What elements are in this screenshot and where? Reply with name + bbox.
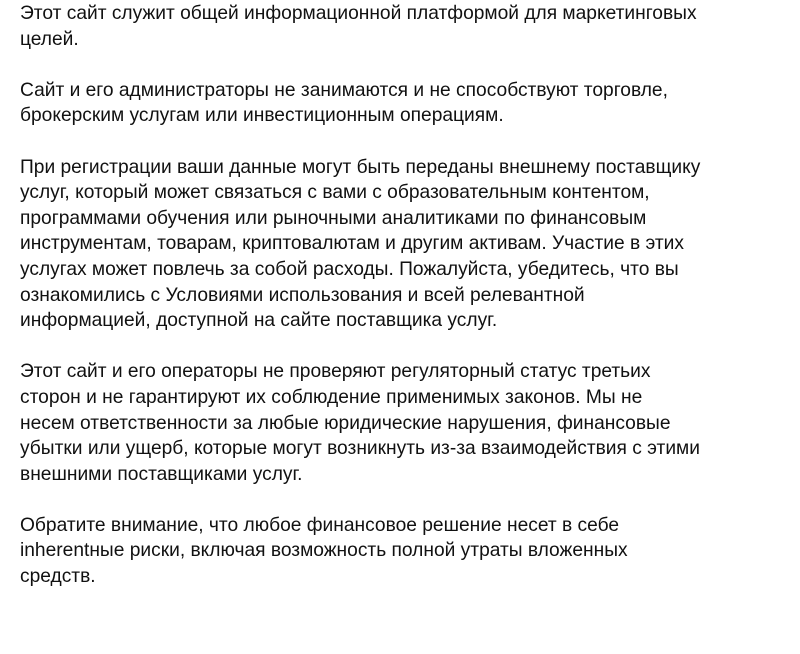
text-line: inherentные риски, включая возможность полной утраты вложенных <box>20 540 628 562</box>
paragraph-no-trading <box>20 78 790 129</box>
paragraph-data-sharing <box>20 155 790 334</box>
text-line: ознакомились с Условиями использования и всей релевантной <box>20 284 585 306</box>
text-line: убытки или ущерб, которые могут возникнуть из-за взаимодействия с этими <box>20 438 700 460</box>
paragraph-risk-warning <box>20 513 790 590</box>
paragraph-marketing-purpose <box>20 1 790 52</box>
text-line: Этот сайт и его операторы не проверяют регуляторный статус третьих <box>20 361 651 383</box>
text-line: Сайт и его администраторы не занимаются и не способствуют торговле, <box>20 79 668 101</box>
text-line: несем ответственности за любые юридические нарушения, финансовые <box>20 412 671 434</box>
text-line: Обратите внимание, что любое финансовое решение несет в себе <box>20 514 620 536</box>
disclaimer-document <box>20 1 790 615</box>
text-line: услугах может повлечь за собой расходы. Пожалуйста, убедитесь, что вы <box>20 258 679 280</box>
paragraph-no-liability <box>20 359 790 487</box>
text-line: средств. <box>20 566 96 588</box>
text-line: сторон и не гарантируют их соблюдение применимых законов. Мы не <box>20 386 643 408</box>
text-line: Этот сайт служит общей информационной платформой для маркетинговых <box>20 3 697 24</box>
text-line: услуг, который может связаться с вами с образовательным контентом, <box>20 182 650 204</box>
text-line: целей. <box>20 28 79 50</box>
text-line: программами обучения или рыночными аналитиками по финансовым <box>20 207 647 229</box>
text-line: При регистрации ваши данные могут быть переданы внешнему поставщику <box>20 156 701 178</box>
text-line: инструментам, товарам, криптовалютам и другим активам. Участие в этих <box>20 233 684 255</box>
text-line: информацией, доступной на сайте поставщика услуг. <box>20 310 498 332</box>
text-line: внешними поставщиками услуг. <box>20 463 303 485</box>
text-line: брокерским услугам или инвестиционным операциям. <box>20 105 504 127</box>
